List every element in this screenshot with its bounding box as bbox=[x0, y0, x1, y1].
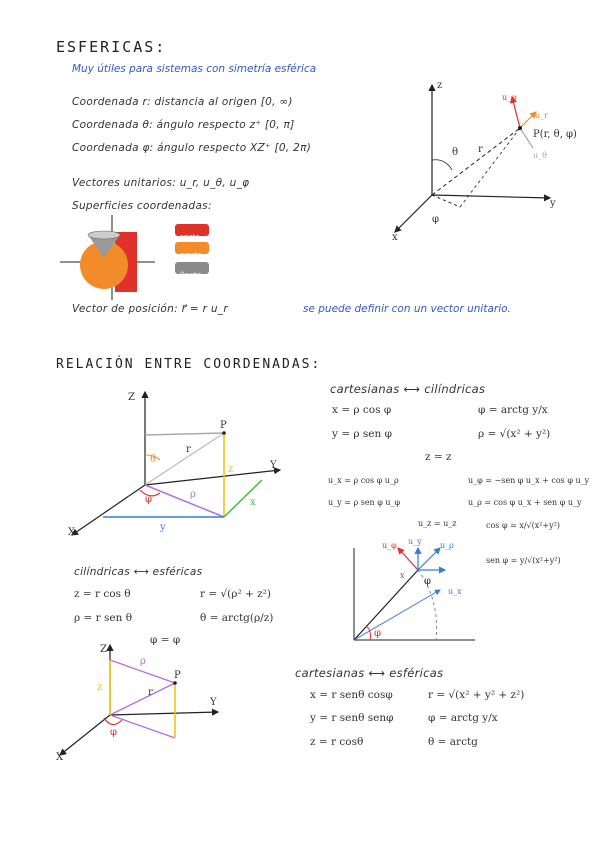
surfaces-illustration bbox=[60, 215, 155, 300]
cart-sph-header: cartesianas ⟷ esféricas bbox=[295, 666, 444, 680]
cart-sph-phi: φ = arctg y/x bbox=[428, 712, 498, 724]
surface-r-swatch: r=cte bbox=[175, 224, 209, 236]
spherical-small-diagram bbox=[56, 644, 218, 763]
svg-text:x: x bbox=[250, 497, 256, 508]
svg-text:ρ: ρ bbox=[140, 656, 146, 667]
svg-text:P: P bbox=[174, 670, 181, 681]
r-label: r bbox=[478, 144, 483, 155]
x-axis-label: x bbox=[392, 232, 398, 243]
cart-cyl-cos: cos φ = x/√(x²+y²) bbox=[486, 521, 561, 530]
u-theta-vector bbox=[520, 128, 533, 148]
cart-cyl-rho: ρ = √(x² + y²) bbox=[478, 428, 551, 440]
svg-text:u_y: u_y bbox=[408, 537, 422, 546]
phi-label: φ bbox=[432, 214, 440, 225]
coord-theta-text: Coordenada θ: ángulo respecto z⁺ [0, π] bbox=[72, 119, 295, 131]
cart-cyl-phi: φ = arctg y/x bbox=[478, 404, 548, 416]
u-theta-label: u_θ bbox=[533, 151, 547, 160]
cart-cyl-y: y = ρ sen φ bbox=[332, 428, 392, 440]
r-line bbox=[432, 128, 520, 195]
theta-label: θ bbox=[452, 147, 459, 158]
svg-text:u_φ: u_φ bbox=[382, 541, 397, 550]
cyl-sph-rho: ρ = r sen θ bbox=[74, 612, 133, 624]
svg-text:Y: Y bbox=[270, 460, 277, 471]
svg-text:φ: φ bbox=[424, 576, 432, 587]
cyl-sph-z: z = r cos θ bbox=[74, 588, 131, 600]
cyl-sph-theta: θ = arctg(ρ/z) bbox=[200, 612, 274, 624]
cylindrical-diagram bbox=[68, 392, 280, 538]
z-axis-label: z bbox=[437, 80, 443, 91]
point-label: P(r, θ, φ) bbox=[533, 129, 577, 140]
polar-vector-diagram bbox=[354, 537, 475, 640]
cart-cyl-uphi1: u_φ = −sen φ u_x + cos φ u_y bbox=[468, 476, 590, 485]
surface-phi-swatch: φ=cte bbox=[175, 242, 209, 254]
svg-text:Z: Z bbox=[128, 392, 135, 403]
svg-text:r: r bbox=[148, 687, 153, 698]
y-axis bbox=[432, 195, 550, 198]
cart-cyl-z: z = z bbox=[425, 451, 452, 463]
svg-text:u_ρ: u_ρ bbox=[440, 541, 454, 550]
svg-text:x: x bbox=[400, 571, 405, 580]
section1-subtitle: Muy útiles para sistemas con simetría esférica bbox=[72, 63, 317, 75]
svg-text:φ: φ bbox=[110, 727, 118, 738]
x-axis bbox=[395, 195, 432, 232]
cart-cyl-header: cartesianas ⟷ cilíndricas bbox=[330, 382, 486, 396]
svg-text:y: y bbox=[160, 522, 166, 533]
cart-cyl-uy: u_y = ρ sen φ u_φ bbox=[328, 498, 401, 507]
spherical-diagram bbox=[392, 80, 577, 243]
svg-text:P: P bbox=[220, 420, 227, 431]
section1-title: ESFERICAS: bbox=[56, 38, 167, 56]
svg-text:u_x: u_x bbox=[448, 587, 462, 596]
cart-cyl-uphi2: u_ρ = cos φ u_x + sen φ u_y bbox=[468, 498, 582, 507]
cyl-sph-r: r = √(ρ² + z²) bbox=[200, 588, 271, 600]
cyl-sph-header: cilíndricas ⟷ esféricas bbox=[74, 566, 203, 578]
svg-text:φ: φ bbox=[374, 628, 382, 639]
cart-cyl-uz: u_z = u_z bbox=[418, 519, 457, 528]
u-r-vector bbox=[520, 112, 536, 128]
cart-cyl-ux: u_x = ρ cos φ u_ρ bbox=[328, 476, 399, 485]
coord-phi-text: Coordenada φ: ángulo respecto XZ⁺ [0, 2π) bbox=[72, 142, 312, 154]
svg-text:Z: Z bbox=[100, 644, 107, 655]
surface-theta-swatch: θ=cte bbox=[175, 262, 209, 274]
point-p bbox=[518, 126, 522, 130]
svg-text:z: z bbox=[97, 682, 103, 693]
cart-sph-y: y = r senθ senφ bbox=[310, 712, 394, 724]
u-r-label: u_r bbox=[535, 111, 548, 120]
position-vector-note: se puede definir con un vector unitario. bbox=[303, 303, 511, 315]
u-phi-label: u_φ bbox=[502, 93, 517, 102]
unit-vectors-text: Vectores unitarios: u_r, u_θ, u_φ bbox=[72, 177, 250, 189]
svg-text:θ: θ bbox=[150, 454, 157, 465]
cyl-sph-phi: φ = φ bbox=[150, 634, 181, 646]
cart-sph-z: z = r cosθ bbox=[310, 736, 364, 748]
cart-cyl-x: x = ρ cos φ bbox=[332, 404, 392, 416]
svg-text:Y: Y bbox=[210, 697, 217, 708]
coord-r-text: Coordenada r: distancia al origen [0, ∞) bbox=[72, 96, 293, 108]
svg-text:z: z bbox=[228, 464, 234, 475]
svg-text:r: r bbox=[186, 444, 191, 455]
svg-text:X: X bbox=[68, 527, 76, 538]
cart-sph-x: x = r senθ cosφ bbox=[310, 689, 393, 701]
surfaces-text: Superficies coordenadas: bbox=[72, 200, 212, 212]
svg-text:X: X bbox=[56, 752, 64, 763]
cart-sph-theta: θ = arctg bbox=[428, 736, 478, 748]
cart-sph-r: r = √(x² + y² + z²) bbox=[428, 689, 525, 701]
y-axis-label: y bbox=[550, 198, 556, 209]
svg-text:φ: φ bbox=[145, 494, 153, 505]
section2-title: RELACIÓN ENTRE COORDENADAS: bbox=[56, 357, 322, 372]
cart-cyl-sen: sen φ = y/√(x²+y²) bbox=[486, 556, 561, 565]
svg-text:ρ: ρ bbox=[190, 489, 196, 500]
position-vector-label: Vector de posición: r⃗ = r u_r bbox=[72, 303, 228, 315]
